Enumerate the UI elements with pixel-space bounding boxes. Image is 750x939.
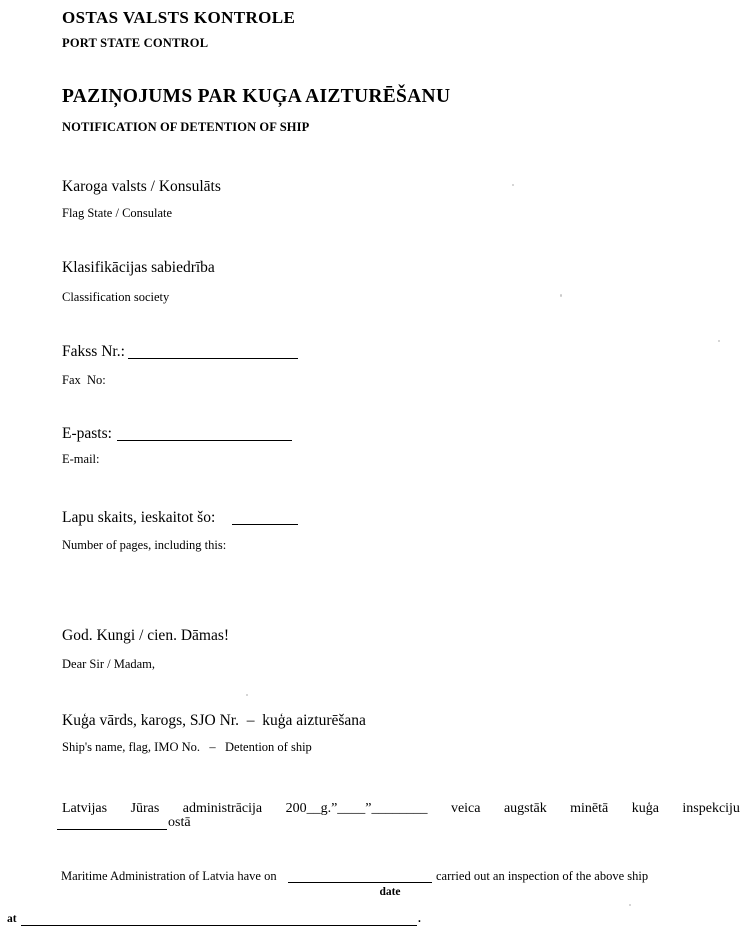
body-paragraph-english-part1: Maritime Administration of Latvia have on — [61, 869, 277, 883]
field-flag-state-label-english: Flag State / Consulate — [62, 206, 173, 220]
scan-speck — [560, 294, 562, 297]
body-en-at-terminator: . — [418, 913, 421, 925]
body-paragraph-english-part2: carried out an inspection of the above ship — [436, 869, 649, 883]
body-lv-word-juras: Jūras — [130, 801, 160, 816]
scan-speck — [512, 184, 514, 186]
body-lv-port-blank-rule[interactable] — [57, 829, 167, 830]
field-page-count-blank-rule[interactable] — [232, 524, 298, 525]
field-email-blank-rule[interactable] — [117, 440, 292, 441]
body-lv-word-kuga: kuģa — [631, 801, 659, 816]
body-lv-word-veica: veica — [450, 801, 481, 816]
scan-speck — [629, 904, 631, 906]
field-classification-society-label-latvian: Klasifikācijas sabiedrība — [62, 259, 215, 276]
field-fax-label-latvian: Fakss Nr.: — [62, 343, 125, 360]
body-en-date-caption: date — [379, 886, 401, 898]
field-email-label-latvian: E-pasts: — [62, 425, 112, 442]
body-lv-date-blank[interactable]: 200__g.”____”________ — [285, 801, 428, 816]
field-classification-society-label-english: Classification society — [62, 290, 170, 304]
scan-speck — [718, 340, 720, 342]
body-en-at-label: at — [7, 913, 17, 925]
field-flag-state-label-latvian: Karoga valsts / Konsulāts — [62, 178, 221, 195]
field-page-count-label-latvian: Lapu skaits, ieskaitot šo: — [62, 509, 216, 526]
body-lv-word-latvijas: Latvijas — [62, 801, 108, 816]
salutation-latvian: God. Kungi / cien. Dāmas! — [62, 627, 230, 644]
subject-line-english: Ship's name, flag, IMO No. – Detention of ship — [62, 740, 312, 754]
subject-line-latvian: Kuģa vārds, karogs, SJO Nr. – kuģa aizturēšana — [62, 712, 366, 729]
body-lv-word-augstak: augstāk — [503, 801, 547, 816]
body-paragraph-latvian-line1 — [62, 796, 740, 822]
body-lv-word-administracija: administrācija — [182, 801, 263, 816]
salutation-english: Dear Sir / Madam, — [62, 657, 156, 671]
field-fax-blank-rule[interactable] — [128, 358, 298, 359]
document-title-english: NOTIFICATION OF DETENTION OF SHIP — [62, 120, 310, 134]
body-lv-word-mineta: minētā — [570, 801, 609, 816]
document-title-latvian: PAZIŅOJUMS PAR KUĢA AIZTURĒŠANU — [62, 86, 451, 107]
field-fax-label-english: Fax No: — [62, 373, 106, 387]
field-email-label-english: E-mail: — [62, 452, 100, 466]
org-title-english: PORT STATE CONTROL — [62, 36, 209, 50]
field-page-count-label-english: Number of pages, including this: — [62, 538, 227, 552]
body-en-place-blank-rule[interactable] — [21, 925, 417, 926]
body-lv-word-inspekciju: inspekciju — [682, 801, 740, 816]
body-lv-word-osta: ostā — [168, 815, 191, 830]
scan-speck — [246, 694, 248, 696]
body-paragraph-latvian — [62, 796, 740, 822]
body-en-date-blank-rule[interactable] — [288, 882, 432, 883]
org-title-latvian: OSTAS VALSTS KONTROLE — [62, 8, 296, 27]
